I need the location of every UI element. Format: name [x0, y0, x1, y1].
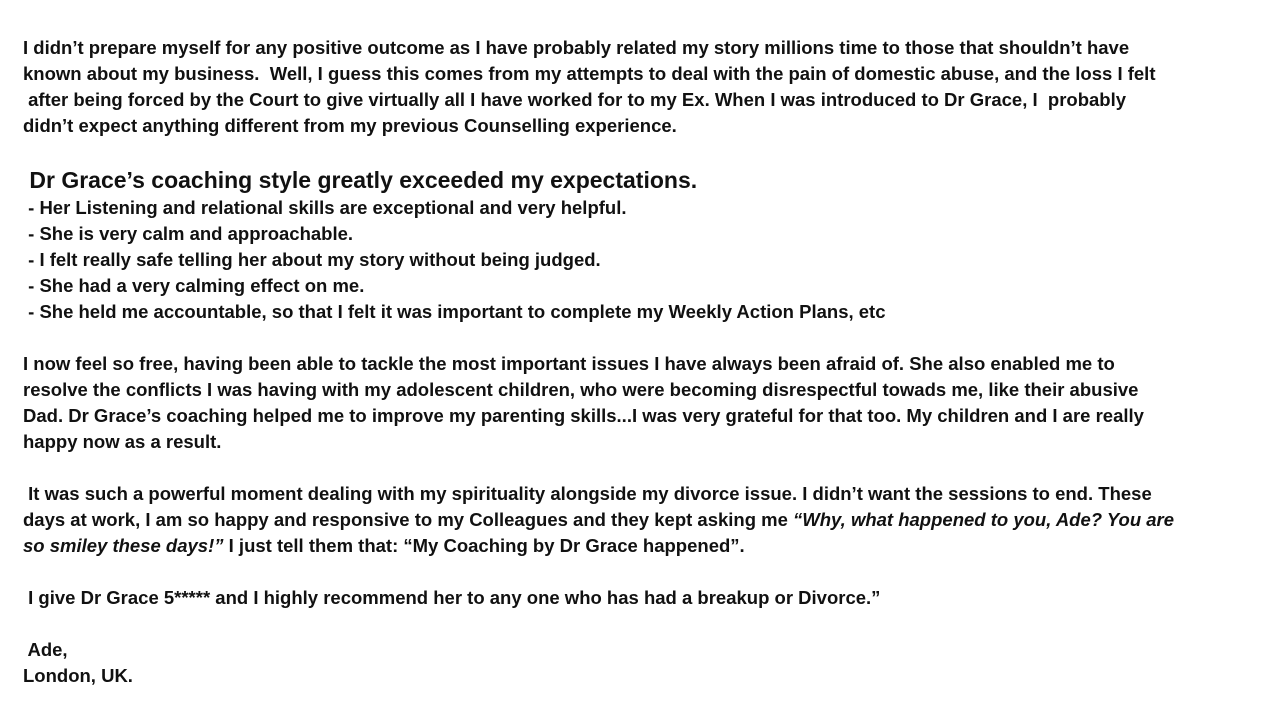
spirituality-line-1: It was such a powerful moment dealing with my spirituality alongside my divorce issue. I didn’t want the sessions to end. These [23, 483, 1152, 504]
colleague-quote-end: so smiley these days!” [23, 535, 224, 556]
colleague-quote-start: “Why, what happened to you, Ade? You are [793, 509, 1175, 530]
bullet-item-4: - She had a very calming effect on me. [23, 275, 365, 296]
bullet-item-1: - Her Listening and relational skills are exceptional and very helpful. [23, 197, 627, 218]
outcome-line-4: happy now as a result. [23, 431, 222, 452]
signature-location: London, UK. [23, 665, 133, 686]
spirituality-line-2 [23, 507, 1253, 533]
intro-paragraph [23, 35, 1253, 139]
spacer [23, 455, 1253, 481]
spacer [23, 559, 1253, 585]
outcome-line-2: resolve the conflicts I was having with my adolescent children, who were becoming disrespectful towads me, like their abusive [23, 379, 1139, 400]
spirituality-line-3-text: I just tell them that: “My Coaching by Dr Grace happened”. [223, 535, 745, 556]
spacer [23, 139, 1253, 165]
recommendation-line: I give Dr Grace 5***** and I highly recommend her to any one who has had a breakup or Divorce.” [23, 587, 881, 608]
signature-block [23, 637, 1253, 689]
spacer [23, 325, 1253, 351]
intro-line-1: I didn’t prepare myself for any positive outcome as I have probably related my story millions time to those that shouldn’t have [23, 37, 1130, 58]
feedback-bullet-list [23, 195, 1253, 325]
outcome-paragraph [23, 351, 1253, 455]
signature-name: Ade, [23, 639, 68, 660]
spirituality-paragraph [23, 481, 1253, 559]
outcome-line-3: Dad. Dr Grace’s coaching helped me to improve my parenting skills...I was very grateful for that too. My children and I are really [23, 405, 1144, 426]
intro-line-3: after being forced by the Court to give virtually all I have worked for to my Ex. When I was introduced to Dr Grace, I probably [23, 89, 1127, 110]
intro-line-4: didn’t expect anything different from my previous Counselling experience. [23, 115, 677, 136]
bullet-item-2: - She is very calm and approachable. [23, 223, 354, 244]
intro-line-2: known about my business. Well, I guess this comes from my attempts to deal with the pain of domestic abuse, and the loss I felt [23, 63, 1156, 84]
bullet-item-3: - I felt really safe telling her about my story without being judged. [23, 249, 601, 270]
outcome-line-1: I now feel so free, having been able to tackle the most important issues I have always been afraid of. She also enabled me to [23, 353, 1115, 374]
bullet-item-5: - She held me accountable, so that I felt it was important to complete my Weekly Action Plans, etc [23, 301, 886, 322]
testimonial-document [23, 35, 1253, 689]
coaching-heading: Dr Grace’s coaching style greatly exceeded my expectations. [23, 167, 698, 193]
spirituality-line-3 [23, 533, 1253, 559]
spacer [23, 611, 1253, 637]
spirituality-line-2-text: days at work, I am so happy and responsive to my Colleagues and they kept asking me [23, 509, 794, 530]
